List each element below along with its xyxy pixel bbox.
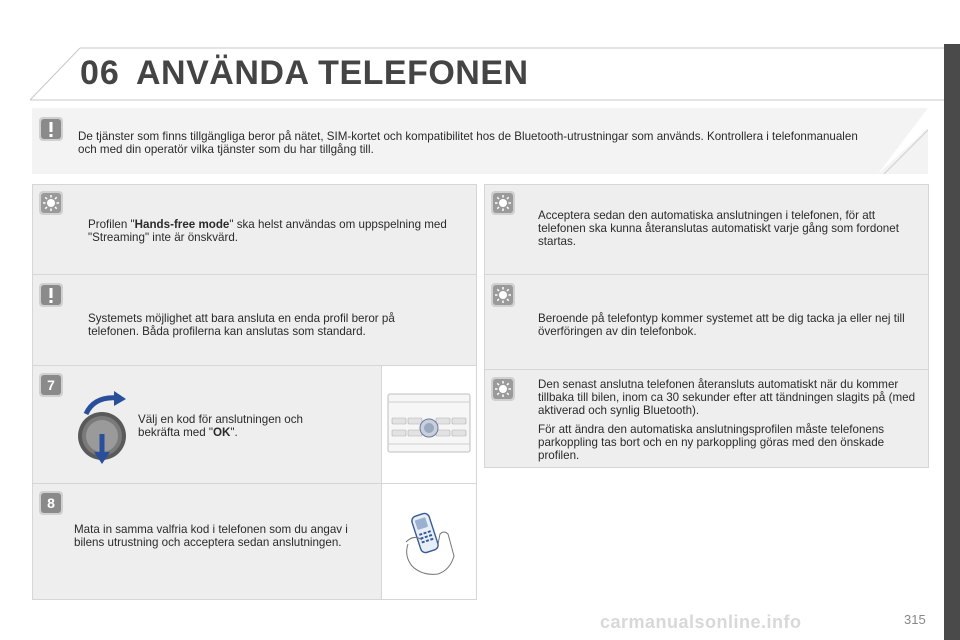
intro-note-corner: [878, 108, 928, 174]
left-warning1-text: Systemets möjlighet att bara ansluta en enda profil beror på telefonen. Båda profilerna kan anslutas som standard.: [88, 312, 395, 338]
rotary-knob-icon: [72, 390, 134, 466]
right-tip2-text: Beroende på telefontyp kommer systemet att be dig tacka ja eller nej till överföringen av din telefonbok.: [538, 312, 905, 338]
intro-note-box: [32, 108, 928, 174]
ok-label: OK: [213, 426, 231, 439]
tip-sun-icon: [490, 376, 516, 402]
right-tip1-text: Acceptera sedan den automatiska anslutningen i telefonen, för att telefonen ska kunna återanslutas automatiskt varje gång som fordonet startas.: [538, 209, 899, 248]
chapter-title: ANVÄNDA TELEFONEN: [136, 54, 529, 92]
side-bar: [944, 44, 960, 640]
tip-sun-icon: [38, 190, 64, 216]
step-8-number: 8: [47, 495, 55, 511]
step-7-number: 7: [47, 377, 55, 393]
step-7-badge: [38, 372, 64, 398]
radio-panel-illustration: [386, 390, 472, 456]
divider: [33, 274, 476, 275]
exclamation-icon: [38, 116, 64, 142]
hand-phone-illustration: [400, 504, 462, 580]
right-tip3-para2: För att ändra den automatiska anslutningsprofilen måste telefonens parkoppling tas bort och en ny parkoppling göras med den önskade profilen.: [538, 423, 885, 462]
step-8-badge: [38, 490, 64, 516]
intro-note-text: De tjänster som finns tillgängliga beror på nätet, SIM-kortet och kompatibilitet hos de Bluetooth-utrustningar som används. Kontrollera i telefonmanualen och med din operatör vilka tjänster som du har tillgång till.: [78, 130, 858, 156]
exclamation-icon: [38, 282, 64, 308]
page-number: 315: [904, 612, 926, 627]
chapter-number: 06: [80, 54, 120, 92]
divider: [485, 274, 928, 275]
tip-sun-icon: [490, 190, 516, 216]
watermark: carmanualsonline.info: [600, 612, 802, 632]
divider: [485, 369, 928, 370]
tip-sun-icon: [490, 282, 516, 308]
hands-free-mode-label: Hands-free mode: [134, 218, 230, 231]
step-8-text: Mata in samma valfria kod i telefonen som du angav i bilens utrustning och acceptera sedan anslutningen.: [74, 523, 348, 549]
left-tip1-text: Profilen "Hands-free mode" ska helst användas om uppspelning med "Streaming" inte är önskvärd.: [88, 218, 447, 244]
right-tip3-para1: Den senast anslutna telefonen återansluts automatiskt när du kommer tillbaka till bilen, inom ca 30 sekunder efter att tändningen slagits på (med aktiverad och synlig Bluetooth).: [538, 378, 916, 417]
right-tip3-text: [538, 378, 916, 468]
step-7-text: Välj en kod för anslutningen och bekräfta med "OK".: [138, 413, 304, 439]
